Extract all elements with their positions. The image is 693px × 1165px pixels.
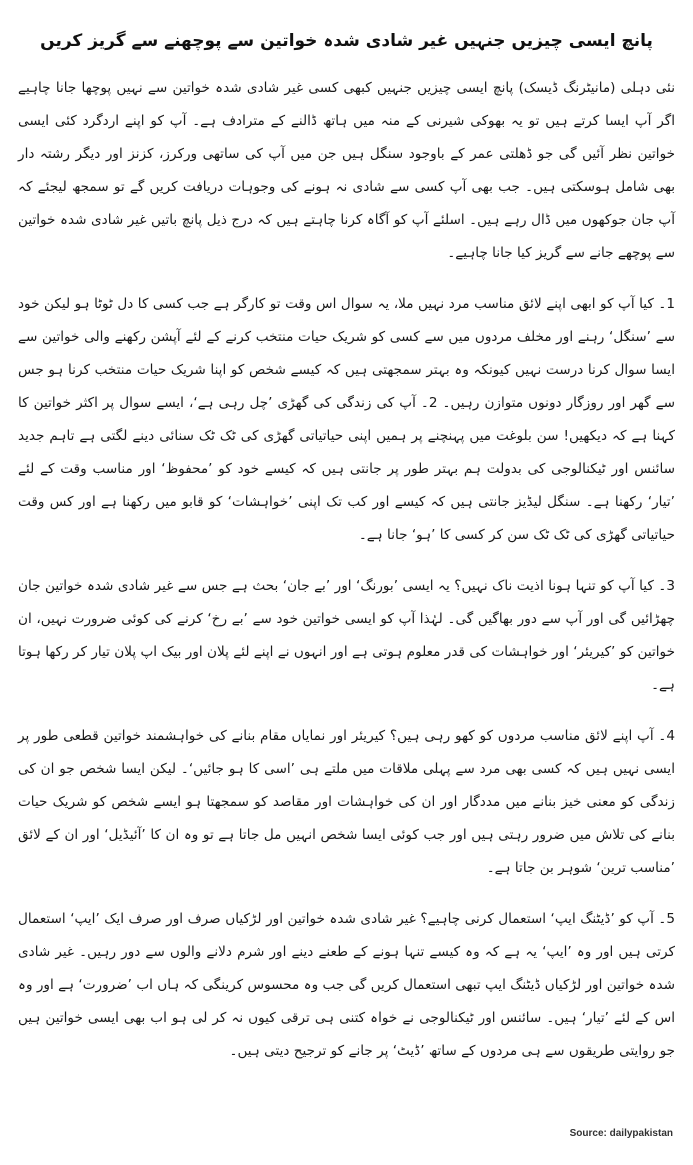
article-intro-paragraph: نئی دہلی (مانیٹرنگ ڈیسک) پانچ ایسی چیزیں جنہیں کبھی کسی غیر شادی شدہ خواتین سے نہیں پوچھا جانا چاہیے اگر آپ ایسا کرتے ہیں تو یہ بھوکی شیرنی کے منہ میں ہاتھ ڈالنے کے مترادف ہے۔ آپ کو اپنے اردگرد کئی ایسی خواتین نظر آئیں گی جو ڈھلتی عمر کے باوجود سنگل ہیں جن میں آپ کی ساتھی ورکرز، کزنز اور دیگر رشتہ دار بھی شامل ہوسکتی ہیں۔ جب بھی آپ کسی سے شادی نہ ہونے کی وجوہات دریافت کریں گے تو سمجھ لیجئے کہ آپ جان جوکھوں میں ڈال رہے ہیں۔ اسلئے آپ کو آگاہ کرنا چاہتے ہیں کہ درج ذیل پانچ باتیں غیر شادی شدہ خواتین سے پوچھے جانے سے گریز کیا جانا چاہیے۔ bbox=[18, 80, 675, 261]
article-point-1-2-paragraph: 1۔ کیا آپ کو ابھی اپنے لائق مناسب مرد نہیں ملا، یہ سوال اس وقت تو کارگر ہے جب کسی کا دل ٹوٹا ہو لیکن خود سے ’سنگل‘ رہنے اور مخلف مردوں میں سے کسی کو شریک حیات منتخب کرنے کے لئے آپشن رکھنے والی خواتین سے ایسا سوال کرنا درست نہیں کیونکہ وہ بہتر سمجھتی ہیں کہ کیسے شخص کو اپنا شریک حیات منتخب کرنا ہو جس سے گھر اور روزگار دونوں متوازن رہیں۔ 2۔ آپ کی زندگی کی گھڑی ’چل رہی ہے‘، ایسے سوال پر اکثر خواتین کا کہنا ہے کہ دیکھیں! سن بلوغت میں پہنچنے پر ہمیں اپنی حیاتیاتی گھڑی کی ٹک ٹک سنائی دینے لگتی ہے تاہم جدید سائنس اور ٹیکنالوجی کی بدولت ہم بہتر طور پر جانتی ہیں کہ کیسے خود کو ’محفوظ‘ اور مناسب وقت کے لئے ’تیار‘ رکھنا ہے۔ سنگل لیڈیز جانتی ہیں کہ کیسے اور کب تک اپنی ’خواہشات‘ کو قابو میں رکھنا ہے اور کس وقت حیاتیاتی گھڑی کی ٹک ٹک سن کر کسی کا ’ہو‘ جانا ہے۔ bbox=[18, 296, 675, 543]
article-title: پانچ ایسی چیزیں جنہیں غیر شادی شدہ خواتین سے پوچھنے سے گریز کریں bbox=[40, 31, 653, 51]
article-point-5-paragraph: 5۔ آپ کو ’ڈیٹنگ ایپ‘ استعمال کرنی چاہیے؟ غیر شادی شدہ خواتین اور لڑکیاں صرف اور صرف ایک ’ایپ‘ استعمال کرتی ہیں اور وہ ’ایپ‘ یہ ہے کہ وہ کیسے تنہا ہونے کے طعنے دینے اور شرم دلانے والوں سے دور رہیں۔ غیر شادی شدہ خواتین اور لڑکیاں ڈیٹنگ ایپ تبھی استعمال کریں گی جب وہ محسوس کرینگی کہ ہاں اب ’ضرورت‘ ہے اور وہ اس کے لئے ’تیار‘ ہیں۔ سائنس اور ٹیکنالوجی نے خواہ کتنی ہی ترقی کیوں نہ کر لی ہو اب بھی ایسی خواتین ہیں جو روایتی طریقوں سے ہی مردوں کے ساتھ ’ڈیٹ‘ پر جانے کو ترجیح دیتی ہیں۔ bbox=[18, 911, 675, 1059]
article-point-4-paragraph: 4۔ آپ اپنے لائق مناسب مردوں کو کھو رہی ہیں؟ کیریئر اور نمایاں مقام بنانے کی خواہشمند خواتین قطعی طور پر ایسی نہیں ہیں کہ کسی بھی مرد سے پہلی ملاقات میں ملتے ہی ’اسی کا ہو جائیں‘۔ لیکن ایسا شخص جو ان کی زندگی کو معنی خیز بنانے میں مددگار اور ان کی خواہشات اور مقاصد کو سمجھتا ہو ایسے شخص کو شریک حیات بنانے کی تلاش میں ضرور رہتی ہیں اور جب کوئی ایسا شخص انہیں مل جاتا ہے تو وہ ان کا ’آئیڈیل‘ اور ان کے لائق ’مناسب ترین‘ شوہر بن جاتا ہے۔ bbox=[18, 728, 675, 876]
article-point-3-paragraph: 3۔ کیا آپ کو تنہا ہونا اذیت ناک نہیں؟ یہ ایسی ’بورنگ‘ اور ’بے جان‘ بحث ہے جس سے غیر شادی شدہ خواتین جان چھڑائیں گی اور آپ سے دور بھاگیں گی۔ لہٰذا آپ کو ایسی خواتین خود سے ’بے رخ‘ کرنے کی کوئی ضرورت نہیں، ان خواتین کو ’کیریئر‘ اور خواہشات کی قدر معلوم ہوتی ہے اور انہوں نے اپنے لئے پلان اور بیک اپ پلان تیار کر رکھا ہوتا ہے۔ bbox=[18, 578, 675, 693]
source-credit: Source: dailypakistan bbox=[569, 1128, 673, 1139]
